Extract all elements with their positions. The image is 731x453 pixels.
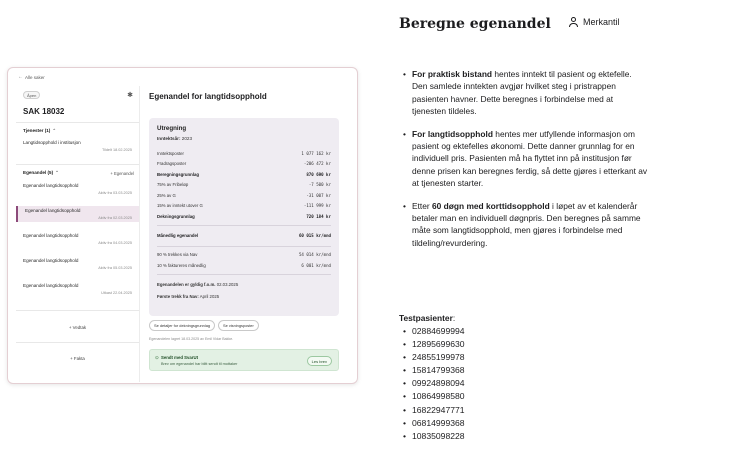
first-deduction-row — [157, 292, 331, 303]
services-section-header[interactable] — [23, 128, 134, 134]
role-label: Merkantil — [583, 17, 620, 27]
valid-from-value: 02.03.2025 — [216, 282, 239, 287]
calc-row-label: 25% av G — [157, 192, 176, 198]
bullet-text: hentes inntekt til pasient og ektefelle. Den samlede inntekten avgjør hvilket steg i pristrappen pasienten havner. Dette beregnes i forbindelse med at tjenesten tildeles. — [412, 69, 632, 117]
sent-sub: Brev om egenandel har blitt sendt til mottaker — [161, 362, 238, 366]
services-header-label: Tjenester (1) — [23, 128, 51, 133]
calc-row-label: 15% av inntekt utover G — [157, 203, 203, 209]
sidebar-item-egenandel[interactable] — [16, 181, 139, 197]
egenandel-detail-panel — [146, 84, 346, 379]
check-circle-icon: ⊙ — [155, 355, 159, 360]
bullet-text: i løpet av et kalenderår betaler man en individuell døgnpris. Den beregnes på samme måte som langtidsopphold, men gjøres i forbindelse med tildeling/revurdering. — [412, 200, 641, 248]
service-label: Langtidsopphold i institusjon — [23, 140, 81, 145]
list-item: • 10835098228 — [403, 430, 465, 443]
divider — [157, 246, 331, 247]
sidebar-item-egenandel[interactable] — [16, 256, 139, 272]
divider — [16, 310, 139, 311]
calc-row-value: 1 077 162 kr — [301, 150, 331, 156]
list-item: • 10864998580 — [403, 390, 465, 403]
egenandel-header-label: Egenandel (5) — [23, 170, 54, 175]
calculation-heading: Utregning — [157, 125, 187, 132]
status-badge: Åpen — [23, 91, 40, 99]
bullet-text: hentes mer utfyllende informasjon om pasient og ektefelles økonomi. Dette danner grunnlag for en individuell pris. Pasienten må ha flyttet inn på institusjon før denne prisen kan beregnes ferdig, så dette gjøres i etterkant av at tjenesten starter. — [412, 128, 648, 189]
calc-row — [157, 148, 331, 159]
valid-from-row — [157, 278, 331, 292]
calculation-rows — [157, 148, 331, 302]
list-item: • 15814799368 — [403, 364, 465, 377]
test-patients-heading — [399, 313, 455, 323]
test-patient-list — [403, 325, 465, 443]
list-item: • 02884699994 — [403, 325, 465, 338]
divider — [16, 342, 139, 343]
calc-row-label: Beregningsgrunnlag — [157, 171, 200, 177]
back-link[interactable] — [18, 74, 45, 80]
list-item — [403, 68, 648, 118]
test-patients-colon: : — [452, 313, 456, 323]
list-item-label: Egenandel langtidsopphold — [23, 233, 79, 238]
calc-row-label: Fradragsposter — [157, 161, 187, 167]
calc-row — [157, 169, 331, 180]
list-item: • 09924898094 — [403, 377, 465, 390]
asterisk-icon[interactable]: ✱ — [127, 91, 133, 99]
calculation-box — [149, 118, 339, 316]
bullet-strong: For langtidsopphold — [412, 128, 493, 139]
calc-row-value: 60 015 kr/mnd — [298, 233, 331, 238]
calc-row-label: Månedlig egenandel — [157, 233, 199, 238]
sent-title: Sendt med SvarUt — [161, 355, 199, 360]
calc-row — [157, 260, 331, 271]
list-item: • 16822947771 — [403, 404, 465, 417]
calc-row-value: 720 184 kr — [306, 213, 331, 219]
list-item-sub: Aktiv fra 02.03.2025 — [98, 216, 132, 220]
list-item-label: Egenandel langtidsopphold — [25, 208, 81, 213]
description-list — [403, 68, 648, 259]
read-letter-button[interactable]: Les brev — [307, 356, 332, 366]
case-title: SAK 18032 — [23, 107, 65, 116]
income-year-label: Inntektsår: — [157, 136, 181, 141]
sidebar-badge-row — [23, 91, 133, 99]
calc-row — [157, 180, 331, 191]
list-item: • 24855199978 — [403, 351, 465, 364]
valid-from-label: Egenandelen er gyldig f.o.m. — [157, 282, 216, 287]
divider — [157, 225, 331, 226]
test-patients-label: Testpasienter — [399, 313, 453, 323]
calc-row-value: -31 007 kr — [306, 192, 331, 198]
saved-note: Egenandelen lagret 18.03.2025 av Emil Vidar Bakke. — [149, 337, 234, 341]
calc-row-label: Inntektsposter — [157, 150, 184, 156]
list-item: • 12895699630 — [403, 338, 465, 351]
back-link-label: Alle saker — [25, 74, 45, 80]
list-item-sub: Aktiv fra 04.03.2025 — [98, 241, 132, 245]
chevron-up-icon: ⌃ — [55, 170, 59, 175]
bullet-strong: 60 døgn med korttidsopphold — [432, 200, 550, 211]
add-vedtak-button[interactable]: + Vedtak — [68, 325, 87, 330]
calc-row-value: 6 001 kr/mnd — [301, 262, 331, 268]
sidebar-item-egenandel[interactable] — [16, 231, 139, 247]
list-item — [403, 128, 648, 190]
sidebar-item-egenandel[interactable] — [16, 281, 139, 297]
calc-row — [157, 190, 331, 201]
egenandel-toggle[interactable] — [23, 170, 59, 176]
income-year — [157, 136, 192, 141]
calc-row — [157, 159, 331, 170]
calc-row-label: 90 % trekkes via Nav — [157, 252, 198, 258]
list-item-label: Egenandel langtidsopphold — [23, 258, 79, 263]
first-deduction-value: April 2025 — [199, 294, 220, 300]
list-item-sub: Aktiv fra 03.03.2025 — [98, 191, 132, 195]
bullet-strong: For praktisk bistand — [412, 69, 493, 79]
list-item — [403, 200, 648, 250]
calc-row-label: 10 % faktureres månedlig — [157, 262, 206, 268]
list-item-label: Egenandel langtidsopphold — [23, 183, 79, 188]
list-item-label: Egenandel langtidsopphold — [23, 283, 79, 288]
list-item-sub: Utkast 22.04.2025 — [101, 291, 132, 295]
page-title: Egenandel for langtidsopphold — [149, 92, 267, 101]
calc-row-value: -111 999 kr — [303, 203, 331, 209]
details-button[interactable]: Se detaljer for dekningsgrunnlag — [149, 320, 215, 331]
calc-row-label: 75% av Fribeløp — [157, 182, 189, 188]
monthly-egenandel-row — [157, 229, 331, 243]
doc-title: Beregne egenandel — [399, 16, 551, 32]
calc-row — [157, 250, 331, 261]
calc-row-value: -206 472 kr — [303, 161, 331, 167]
detail-buttons — [149, 320, 259, 331]
divider — [16, 122, 139, 123]
arrow-left-icon: ← — [18, 74, 23, 80]
divider — [157, 274, 331, 275]
role-indicator — [568, 17, 620, 27]
chevron-up-icon: ⌃ — [52, 128, 57, 133]
list-item: • 06814999368 — [403, 417, 465, 430]
app-screenshot-frame — [7, 67, 358, 384]
calc-row — [157, 211, 331, 222]
bullet-prefix: Etter — [412, 200, 433, 211]
calc-row-value: -7 500 kr — [308, 182, 331, 188]
calc-row-label: Dekningsgrunnlag — [157, 213, 195, 219]
user-icon — [568, 17, 578, 27]
sent-notice — [149, 349, 339, 371]
service-sub: Tildelt 18.02.2025 — [101, 148, 132, 152]
sidebar-item-egenandel-active[interactable] — [16, 206, 139, 222]
income-year-value: 2023 — [181, 136, 193, 141]
list-item-sub: Aktiv fra 05.03.2025 — [98, 266, 132, 270]
sidebar-item-service[interactable] — [16, 138, 139, 154]
divider — [16, 164, 139, 165]
calc-row-value: 54 014 kr/mnd — [298, 252, 331, 258]
case-sidebar — [16, 86, 140, 382]
add-egenandel-button[interactable]: + Egenandel — [110, 170, 134, 176]
calc-row — [157, 201, 331, 212]
first-deduction-label: Første trekk fra Nav: — [157, 294, 199, 300]
calc-row-value: 870 690 kr — [306, 171, 331, 177]
egenandel-section-header — [23, 170, 134, 176]
add-fakta-button[interactable]: + Fakta — [70, 356, 85, 361]
view-posts-button[interactable]: Se visningsposter — [218, 320, 259, 331]
